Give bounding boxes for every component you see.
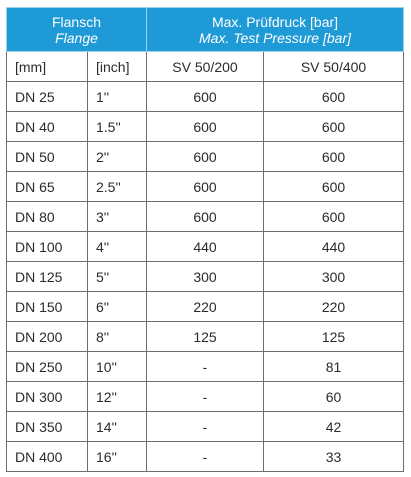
cell-dn: DN 65 xyxy=(7,172,88,202)
cell-dn: DN 300 xyxy=(7,382,88,412)
cell-sv-50-200: 600 xyxy=(147,112,264,142)
cell-dn: DN 100 xyxy=(7,232,88,262)
table-header-row xyxy=(7,8,404,52)
table-row xyxy=(7,262,404,292)
cell-sv-50-400: 81 xyxy=(264,352,404,382)
table-row xyxy=(7,442,404,472)
cell-sv-50-400: 60 xyxy=(264,382,404,412)
cell-inch: 3'' xyxy=(88,202,147,232)
unit-inch: [inch] xyxy=(88,52,147,82)
cell-sv-50-400: 125 xyxy=(264,322,404,352)
cell-inch: 10'' xyxy=(88,352,147,382)
cell-sv-50-200: - xyxy=(147,352,264,382)
header-flange-en: Flange xyxy=(55,29,98,46)
cell-dn: DN 80 xyxy=(7,202,88,232)
cell-inch: 2'' xyxy=(88,142,147,172)
cell-dn: DN 125 xyxy=(7,262,88,292)
unit-sv-50-200: SV 50/200 xyxy=(147,52,264,82)
cell-sv-50-400: 600 xyxy=(264,202,404,232)
units-row xyxy=(7,52,404,82)
cell-sv-50-400: 600 xyxy=(264,82,404,112)
cell-sv-50-400: 42 xyxy=(264,412,404,442)
cell-dn: DN 25 xyxy=(7,82,88,112)
table-row xyxy=(7,382,404,412)
cell-inch: 8'' xyxy=(88,322,147,352)
cell-sv-50-200: 125 xyxy=(147,322,264,352)
cell-sv-50-400: 300 xyxy=(264,262,404,292)
cell-inch: 4'' xyxy=(88,232,147,262)
cell-sv-50-400: 220 xyxy=(264,292,404,322)
cell-dn: DN 50 xyxy=(7,142,88,172)
table-row xyxy=(7,352,404,382)
header-flange-de: Flansch xyxy=(51,13,102,30)
header-test-pressure-de: Max. Prüfdruck [bar] xyxy=(211,13,339,30)
cell-sv-50-200: - xyxy=(147,442,264,472)
cell-inch: 14'' xyxy=(88,412,147,442)
table-row xyxy=(7,232,404,262)
cell-sv-50-200: 600 xyxy=(147,202,264,232)
header-flange xyxy=(7,8,147,52)
table-row xyxy=(7,412,404,442)
cell-sv-50-200: 600 xyxy=(147,172,264,202)
cell-inch: 6'' xyxy=(88,292,147,322)
cell-inch: 2.5'' xyxy=(88,172,147,202)
cell-inch: 1'' xyxy=(88,82,147,112)
cell-inch: 16'' xyxy=(88,442,147,472)
table-row xyxy=(7,112,404,142)
unit-sv-50-400: SV 50/400 xyxy=(264,52,404,82)
cell-sv-50-200: - xyxy=(147,382,264,412)
cell-sv-50-200: - xyxy=(147,412,264,442)
cell-dn: DN 40 xyxy=(7,112,88,142)
cell-sv-50-400: 440 xyxy=(264,232,404,262)
cell-sv-50-200: 600 xyxy=(147,82,264,112)
cell-dn: DN 150 xyxy=(7,292,88,322)
cell-sv-50-200: 300 xyxy=(147,262,264,292)
cell-sv-50-400: 33 xyxy=(264,442,404,472)
table-row xyxy=(7,202,404,232)
pressure-table-container xyxy=(6,7,403,470)
cell-sv-50-400: 600 xyxy=(264,142,404,172)
cell-sv-50-200: 440 xyxy=(147,232,264,262)
table-row xyxy=(7,172,404,202)
table-row xyxy=(7,82,404,112)
cell-dn: DN 250 xyxy=(7,352,88,382)
cell-dn: DN 350 xyxy=(7,412,88,442)
unit-mm: [mm] xyxy=(7,52,88,82)
cell-sv-50-200: 220 xyxy=(147,292,264,322)
cell-sv-50-400: 600 xyxy=(264,172,404,202)
cell-dn: DN 400 xyxy=(7,442,88,472)
header-test-pressure xyxy=(147,8,404,52)
cell-inch: 1.5'' xyxy=(88,112,147,142)
header-test-pressure-en: Max. Test Pressure [bar] xyxy=(199,29,351,46)
pressure-table xyxy=(6,7,404,472)
table-row xyxy=(7,142,404,172)
cell-dn: DN 200 xyxy=(7,322,88,352)
table-row xyxy=(7,322,404,352)
cell-inch: 5'' xyxy=(88,262,147,292)
cell-sv-50-400: 600 xyxy=(264,112,404,142)
cell-sv-50-200: 600 xyxy=(147,142,264,172)
table-row xyxy=(7,292,404,322)
cell-inch: 12'' xyxy=(88,382,147,412)
